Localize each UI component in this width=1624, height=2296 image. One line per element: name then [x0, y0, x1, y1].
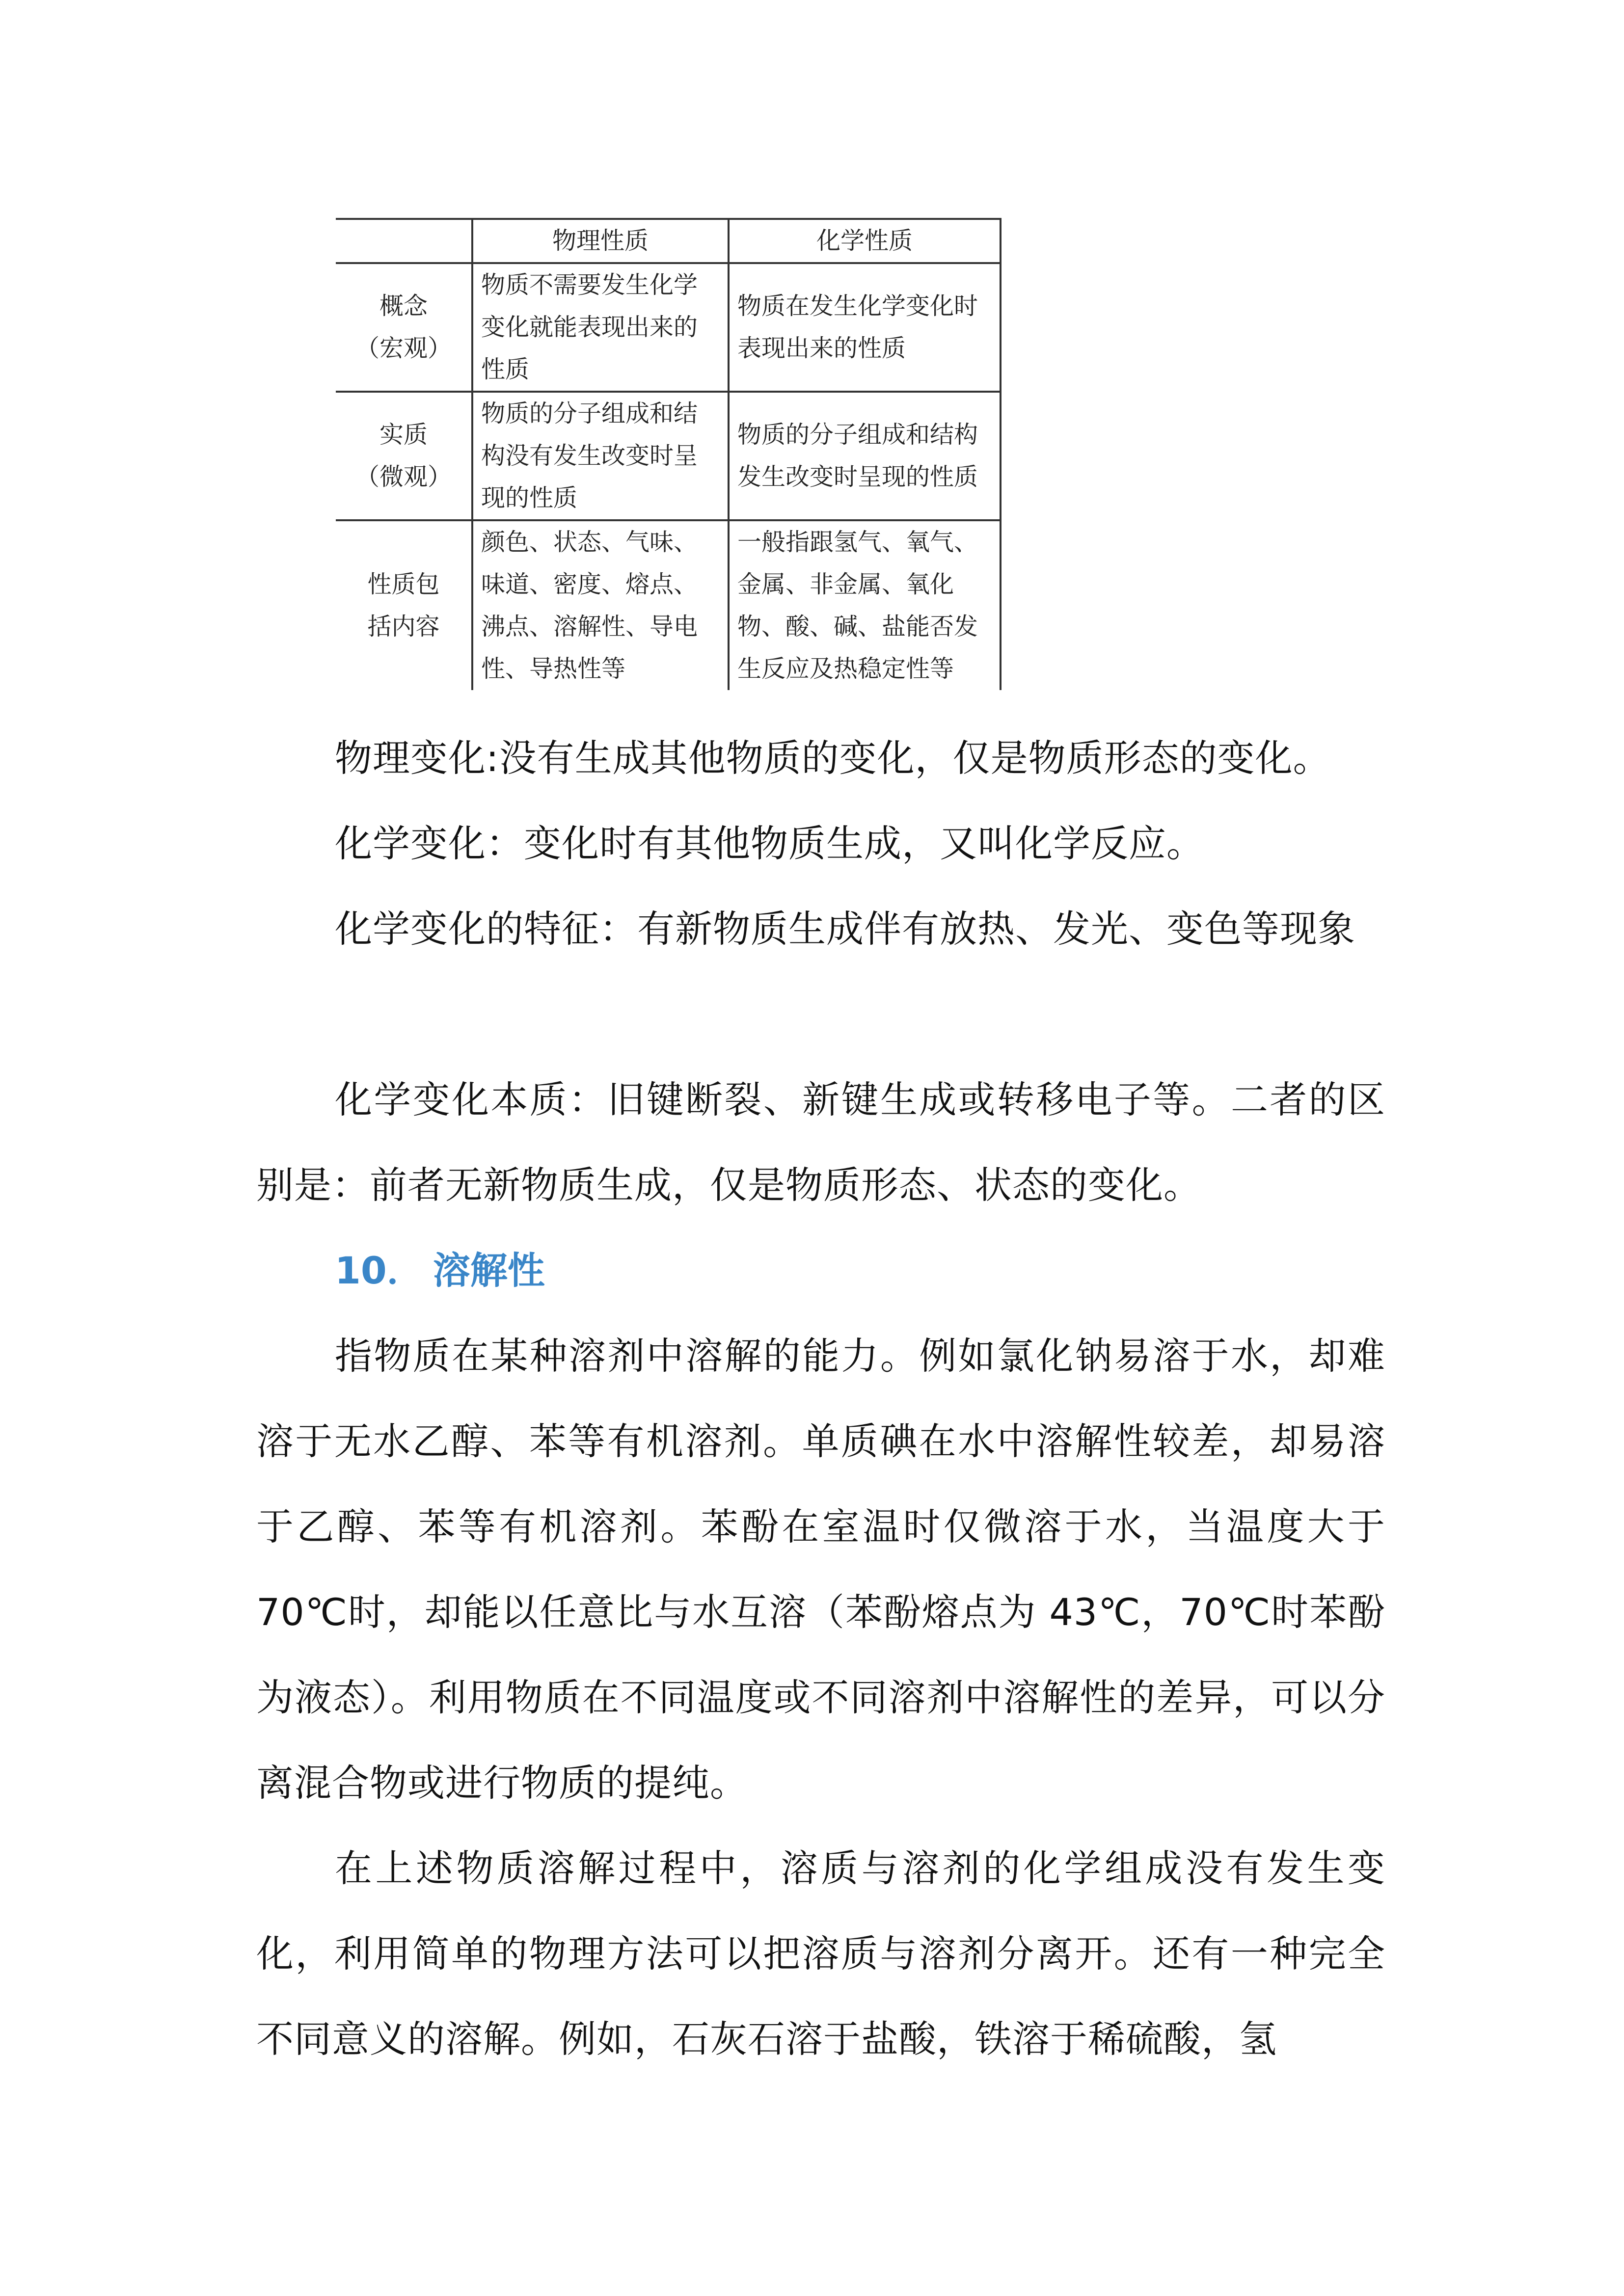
- table-header-row: [336, 219, 1001, 263]
- row-label-line: 实质: [379, 421, 428, 449]
- cell-chemical: 一般指跟氢气、氧气、金属、非金属、氧化物、酸、碱、盐能否发生反应及热稳定性等: [729, 520, 1001, 690]
- table-row: [336, 392, 1001, 520]
- table-header-chemical: 化学性质: [729, 219, 1001, 263]
- paragraph-chemical-change: 化学变化：变化时有其他物质生成，又叫化学反应。: [335, 822, 1204, 865]
- section-heading: [335, 1228, 545, 1313]
- section-number: 10．: [335, 1249, 424, 1292]
- section-title: 溶解性: [433, 1249, 545, 1292]
- row-label-essence: [336, 392, 472, 520]
- paragraph-solubility-2: 在上述物质溶解过程中，溶质与溶剂的化学组成没有发生变化，利用简单的物理方法可以把溶质与溶剂分离开。还有一种完全不同意义的溶解。例如，石灰石溶于盐酸，铁溶于稀硫酸，氢: [256, 1846, 1385, 2061]
- table-row: [336, 520, 1001, 690]
- cell-physical: 物质不需要发生化学变化就能表现出来的性质: [472, 263, 729, 392]
- properties-table: [336, 218, 1001, 690]
- paragraph-solubility-1: 指物质在某种溶剂中溶解的能力。例如氯化钠易溶于水，却难溶于无水乙醇、苯等有机溶剂。单质碘在水中溶解性较差，却易溶于乙醇、苯等有机溶剂。苯酚在室温时仅微溶于水，当温度大于 70℃时，却能以任意比与水互溶（苯酚熔点为 43℃，70℃时苯酚为液态）。利用物质在不同温度或不同溶剂中溶解性的差异，可以分离混合物或进行物质的提纯。: [256, 1334, 1385, 1805]
- cell-physical: 物质的分子组成和结构没有发生改变时呈现的性质: [472, 392, 729, 520]
- paragraph-chemical-feature: 化学变化的特征：有新物质生成伴有放热、发光、变色等现象: [335, 907, 1355, 951]
- table-row: [336, 263, 1001, 392]
- table-header-physical: 物理性质: [472, 219, 729, 263]
- row-label-line: 概念: [379, 292, 428, 320]
- table-header-blank: [336, 219, 472, 263]
- paragraph-chemical-essence: 化学变化本质：旧键断裂、新键生成或转移电子等。二者的区别是：前者无新物质生成，仅是物质形态、状态的变化。: [256, 1078, 1385, 1207]
- row-label-contents: [336, 520, 472, 690]
- row-label-line: （宏观）: [355, 334, 452, 362]
- row-label-line: 括内容: [367, 613, 440, 641]
- paragraph-physical-change: 物理变化:没有生成其他物质的变化，仅是物质形态的变化。: [335, 736, 1331, 780]
- row-label-line: （微观）: [355, 463, 452, 491]
- cell-chemical: 物质的分子组成和结构发生改变时呈现的性质: [729, 392, 1001, 520]
- cell-chemical: 物质在发生化学变化时表现出来的性质: [729, 263, 1001, 392]
- row-label-concept: [336, 263, 472, 392]
- cell-physical: 颜色、状态、气味、味道、密度、熔点、沸点、溶解性、导电性、导热性等: [472, 520, 729, 690]
- row-label-line: 性质包: [367, 570, 440, 598]
